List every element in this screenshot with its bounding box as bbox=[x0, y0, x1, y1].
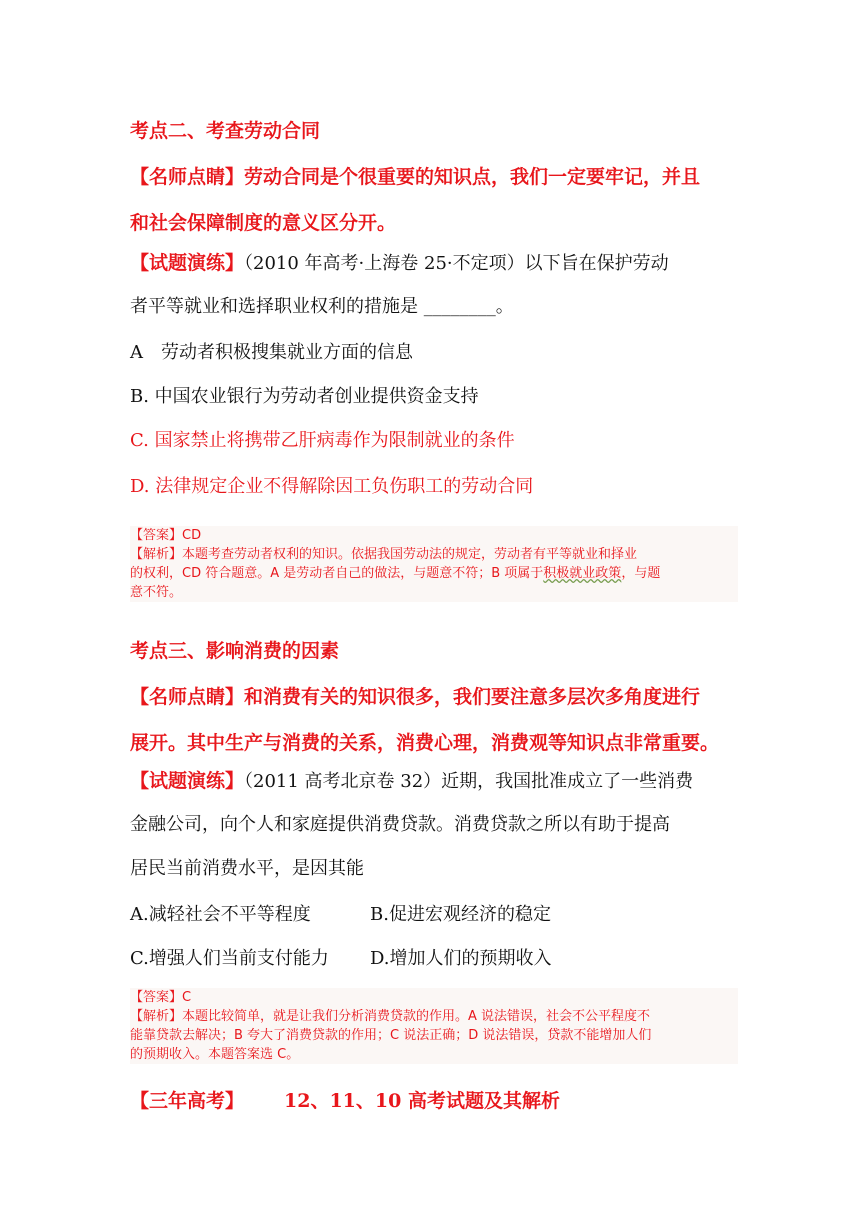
tip-tag: 【名师点睛】 bbox=[130, 686, 245, 708]
option-c: C. 国家禁止将携带乙肝病毒作为限制就业的条件 bbox=[130, 430, 515, 451]
underlined-phrase: 积极就业政策 bbox=[543, 566, 622, 581]
answer-box-1 bbox=[130, 526, 738, 602]
exercise-tag: 【试题演练】 bbox=[130, 770, 245, 792]
analysis-line: 的预期收入。本题答案选 C。 bbox=[130, 1047, 300, 1062]
section-2-tip-line-1 bbox=[130, 162, 700, 189]
section-3-title: 考点三、影响消费的因素 bbox=[130, 640, 340, 662]
option-b: B. 中国农业银行为劳动者创业提供资金支持 bbox=[130, 386, 479, 407]
options-row-2 bbox=[130, 950, 552, 968]
option-c: C.增强人们当前支付能力 bbox=[130, 948, 329, 969]
section-2-title: 考点二、考查劳动合同 bbox=[130, 120, 321, 142]
three-year-title: 12、11、10 高考试题及其解析 bbox=[284, 1090, 560, 1112]
section-2-tip-line-2: 和社会保障制度的意义区分开。 bbox=[130, 212, 397, 234]
question-text: （2010 年高考·上海卷 25·不定项）以下旨在保护劳动 bbox=[244, 253, 669, 274]
tip-text: 和消费有关的知识很多，我们要注意多层次多角度进行 bbox=[244, 686, 701, 708]
option-a: A.减轻社会不平等程度 bbox=[130, 904, 311, 925]
option-a: A 劳动者积极搜集就业方面的信息 bbox=[130, 342, 413, 363]
section-2-question-line-1 bbox=[130, 254, 669, 273]
option-d: D. 法律规定企业不得解除因工负伤职工的劳动合同 bbox=[130, 476, 534, 497]
tip-text: 劳动合同是个很重要的知识点，我们一定要牢记，并且 bbox=[244, 166, 701, 188]
answer-box-2 bbox=[130, 988, 738, 1064]
section-2-question-line-2: 者平等就业和选择职业权利的措施是 ________。 bbox=[130, 296, 514, 317]
answer-line: 【答案】C bbox=[130, 990, 192, 1005]
answer-line: 【答案】CD bbox=[130, 528, 202, 543]
analysis-line: 能靠贷款去解决；B 夸大了消费贷款的作用；C 说法正确；D 说法错误，贷款不能增加人们 bbox=[130, 1028, 652, 1043]
section-3-question-line-3: 居民当前消费水平，是因其能 bbox=[130, 858, 364, 879]
option-b: B.促进宏观经济的稳定 bbox=[370, 904, 551, 925]
analysis-line: 【解析】本题比较简单，就是让我们分析消费贷款的作用。A 说法错误，社会不公平程度不 bbox=[130, 1009, 651, 1024]
section-3-question-line-1 bbox=[130, 772, 693, 791]
option-d: D.增加人们的预期收入 bbox=[370, 948, 552, 969]
analysis-line: 意不符。 bbox=[130, 585, 183, 600]
question-text: （2011 高考北京卷 32）近期，我国批准成立了一些消费 bbox=[244, 771, 694, 792]
analysis-line: 的权利，CD 符合题意。A 是劳动者自己的做法，与题意不符；B 项属于积极就业政策，与题 bbox=[130, 566, 661, 581]
exercise-tag: 【试题演练】 bbox=[130, 252, 245, 274]
analysis-line: 【解析】本题考查劳动者权利的知识。依据我国劳动法的规定，劳动者有平等就业和择业 bbox=[130, 547, 638, 562]
section-3-tip-line-1 bbox=[130, 682, 700, 709]
section-3-tip-line-2: 展开。其中生产与消费的关系，消费心理，消费观等知识点非常重要。 bbox=[130, 732, 720, 754]
options-row-1 bbox=[130, 906, 551, 924]
section-3-question-line-2: 金融公司，向个人和家庭提供消费贷款。消费贷款之所以有助于提高 bbox=[130, 814, 670, 835]
three-year-tag: 【三年高考】 bbox=[130, 1090, 245, 1112]
tip-tag: 【名师点睛】 bbox=[130, 166, 245, 188]
three-year-heading bbox=[130, 1086, 560, 1113]
